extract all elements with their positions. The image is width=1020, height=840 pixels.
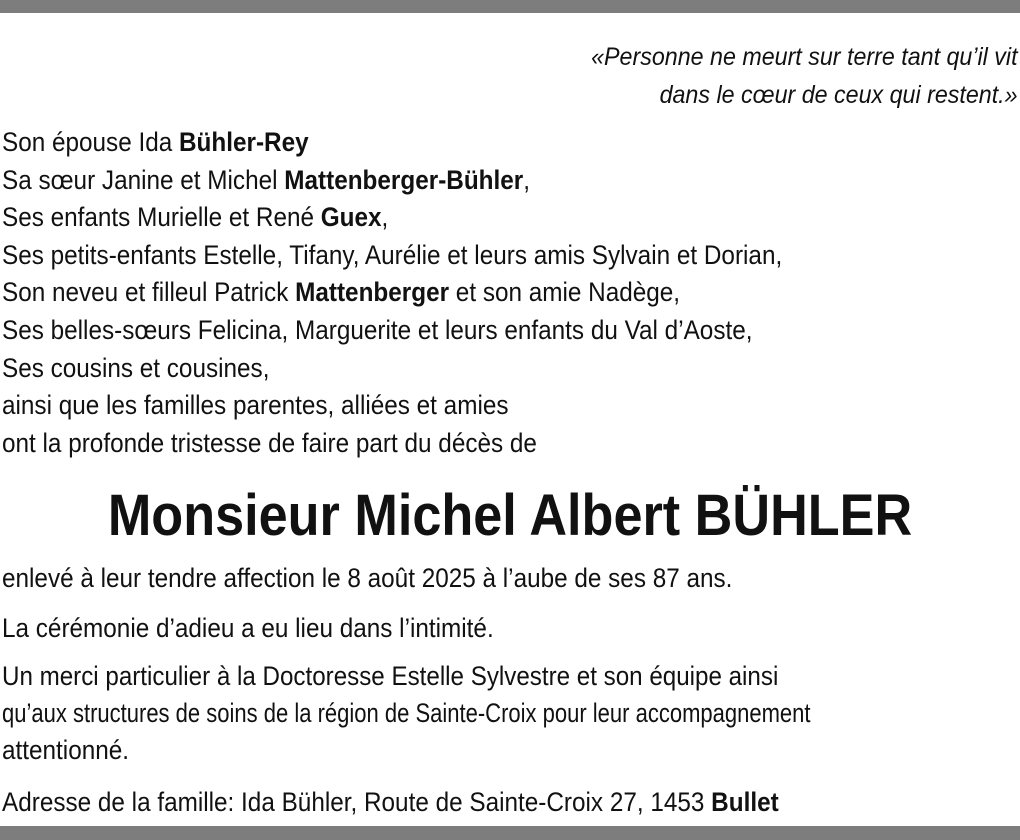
family-line-sister — [2, 162, 782, 200]
family-line-tail: , — [381, 202, 389, 233]
family-line-relatives: ainsi que les familles parentes, alliées et amies — [2, 390, 509, 421]
family-surname: Guex — [320, 202, 382, 233]
address-locality: Bullet — [711, 787, 779, 817]
thanks-line-1: Un merci particulier à la Doctoresse Estelle Sylvestre et son équipe ainsi — [2, 661, 779, 691]
thanks-line-3: attentionné. — [2, 735, 130, 765]
family-line-text: Son neveu et filleul Patrick — [2, 277, 296, 308]
quote-line-2: dans le cœur de ceux qui restent.» — [660, 81, 1018, 109]
passing-statement: enlevé à leur tendre affection le 8 août 2025 à l’aube de ses 87 ans. — [2, 563, 733, 593]
epitaph-quote — [592, 38, 1018, 114]
deceased-name: Monsieur Michel Albert BÜHLER — [107, 483, 913, 548]
family-surname: Mattenberger-Bühler — [284, 164, 524, 195]
family-line-tail: et son amie Nadège, — [449, 277, 681, 308]
family-surname: Bühler-Rey — [179, 127, 309, 157]
family-line-text: Sa sœur Janine et Michel — [2, 164, 285, 195]
family-line-spouse — [2, 124, 782, 162]
ceremony-statement: La cérémonie d’adieu a eu lieu dans l’intimité. — [2, 613, 494, 643]
quote-line-1: «Personne ne meurt sur terre tant qu’il vit — [591, 43, 1018, 71]
family-line-announcement: ont la profonde tristesse de faire part du décès de — [2, 427, 537, 458]
family-line-sisters-in-law: Ses belles-sœurs Felicina, Marguerite et leurs enfants du Val d’Aoste, — [2, 314, 753, 345]
family-address — [2, 784, 779, 820]
family-list — [2, 124, 782, 462]
bottom-rule — [0, 826, 1020, 840]
family-line-grandchildren: Ses petits-enfants Estelle, Tifany, Aurélie et leurs amis Sylvain et Dorian, — [2, 239, 783, 270]
top-rule — [0, 0, 1020, 13]
thanks-line-2: qu’aux structures de soins de la région de Sainte-Croix pour leur accompagnement — [2, 698, 811, 728]
family-surname: Mattenberger — [295, 277, 450, 308]
family-line-text: Son épouse Ida — [2, 127, 180, 157]
address-text: Adresse de la famille: Ida Bühler, Route de Sainte-Croix 27, 1453 — [2, 787, 712, 817]
thanks-paragraph — [2, 658, 994, 769]
family-line-tail: , — [523, 164, 531, 195]
family-line-text: Ses enfants Murielle et René — [2, 202, 321, 233]
family-line-nephew — [2, 274, 782, 312]
family-line-cousins: Ses cousins et cousines, — [2, 352, 270, 383]
family-line-children — [2, 199, 782, 237]
